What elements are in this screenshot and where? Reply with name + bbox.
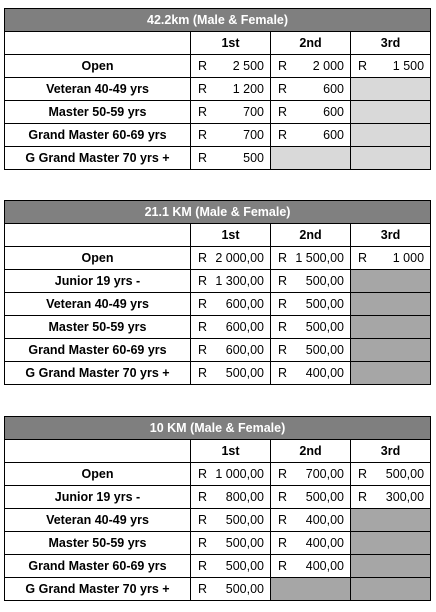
- prize-amount: 1 500: [392, 59, 425, 73]
- prize-cell: [271, 316, 351, 339]
- empty-prize-cell: [351, 101, 431, 124]
- prize-amount: 500,00: [225, 559, 264, 573]
- currency-symbol: R: [278, 467, 288, 481]
- category-label: Open: [5, 463, 191, 486]
- table-row: [5, 147, 431, 170]
- prize-table-21km: [4, 200, 431, 385]
- prize-amount: 1 300,00: [215, 274, 264, 288]
- currency-symbol: R: [278, 274, 288, 288]
- prize-cell: [191, 532, 271, 555]
- prize-cell: [271, 247, 351, 270]
- empty-prize-cell: [351, 316, 431, 339]
- table-title: 21.1 KM (Male & Female): [5, 201, 431, 224]
- prize-cell: [191, 486, 271, 509]
- table-row: [5, 101, 431, 124]
- prize-cell: [191, 124, 271, 147]
- table-row: [5, 578, 431, 601]
- prize-cell: [191, 463, 271, 486]
- prize-amount: 2 000: [312, 59, 344, 73]
- category-label: Veteran 40-49 yrs: [5, 509, 191, 532]
- prize-table-42km: [4, 8, 431, 170]
- currency-symbol: R: [198, 105, 208, 119]
- category-label: Junior 19 yrs -: [5, 486, 191, 509]
- prize-amount: 600,00: [225, 320, 264, 334]
- prize-cell: [191, 247, 271, 270]
- currency-symbol: R: [278, 82, 288, 96]
- header-1st: 1st: [191, 440, 271, 463]
- prize-cell: [271, 124, 351, 147]
- currency-symbol: R: [278, 59, 288, 73]
- prize-amount: 1 500,00: [295, 251, 344, 265]
- currency-symbol: R: [278, 513, 288, 527]
- prize-cell: [271, 339, 351, 362]
- category-label: Grand Master 60-69 yrs: [5, 124, 191, 147]
- empty-prize-cell: [351, 124, 431, 147]
- currency-symbol: R: [278, 128, 288, 142]
- prize-amount: 300,00: [385, 490, 425, 504]
- table-row: [5, 316, 431, 339]
- table-row: [5, 247, 431, 270]
- empty-prize-cell: [351, 339, 431, 362]
- prize-amount: 1 000,00: [215, 467, 264, 481]
- category-label: Veteran 40-49 yrs: [5, 293, 191, 316]
- empty-prize-cell: [351, 362, 431, 385]
- table-row: [5, 293, 431, 316]
- header-blank-cell: [5, 32, 191, 55]
- table-row: [5, 509, 431, 532]
- table-row: [5, 463, 431, 486]
- prize-amount: 500,00: [225, 582, 264, 596]
- prize-amount: 700,00: [305, 467, 344, 481]
- prize-amount: 600: [323, 82, 344, 96]
- table-title: 42.2km (Male & Female): [5, 9, 431, 32]
- currency-symbol: R: [278, 297, 288, 311]
- table-title: 10 KM (Male & Female): [5, 417, 431, 440]
- prize-cell: [271, 270, 351, 293]
- empty-prize-cell: [351, 509, 431, 532]
- currency-symbol: R: [278, 559, 288, 573]
- category-label: Master 50-59 yrs: [5, 532, 191, 555]
- prize-amount: 500,00: [305, 490, 344, 504]
- prize-cell: [271, 78, 351, 101]
- prize-cell: [271, 486, 351, 509]
- category-label: Master 50-59 yrs: [5, 316, 191, 339]
- prize-amount: 600: [323, 128, 344, 142]
- currency-symbol: R: [278, 105, 288, 119]
- currency-symbol: R: [278, 490, 288, 504]
- empty-prize-cell: [351, 532, 431, 555]
- empty-prize-cell: [351, 578, 431, 601]
- header-3rd: 3rd: [351, 440, 431, 463]
- table-row: [5, 55, 431, 78]
- currency-symbol: R: [198, 343, 208, 357]
- category-label: G Grand Master 70 yrs +: [5, 578, 191, 601]
- table-row: [5, 339, 431, 362]
- currency-symbol: R: [278, 366, 288, 380]
- prize-amount: 500,00: [305, 274, 344, 288]
- prize-table-10km: [4, 416, 431, 601]
- empty-prize-cell: [351, 147, 431, 170]
- prize-amount: 400,00: [305, 366, 344, 380]
- category-label: Open: [5, 55, 191, 78]
- prize-amount: 500,00: [305, 297, 344, 311]
- prize-amount: 2 000,00: [215, 251, 264, 265]
- currency-symbol: R: [198, 297, 208, 311]
- empty-prize-cell: [351, 293, 431, 316]
- prize-amount: 500,00: [225, 366, 264, 380]
- currency-symbol: R: [198, 82, 208, 96]
- prize-cell: [351, 55, 431, 78]
- prize-cell: [271, 55, 351, 78]
- table-row: [5, 270, 431, 293]
- currency-symbol: R: [278, 251, 288, 265]
- prize-cell: [191, 78, 271, 101]
- category-label: G Grand Master 70 yrs +: [5, 147, 191, 170]
- currency-symbol: R: [198, 128, 208, 142]
- currency-symbol: R: [198, 513, 208, 527]
- category-label: Master 50-59 yrs: [5, 101, 191, 124]
- currency-symbol: R: [198, 59, 208, 73]
- currency-symbol: R: [198, 467, 208, 481]
- prize-amount: 800,00: [225, 490, 264, 504]
- currency-symbol: R: [198, 536, 208, 550]
- prize-amount: 400,00: [305, 536, 344, 550]
- prize-cell: [271, 463, 351, 486]
- prize-cell: [271, 509, 351, 532]
- header-blank-cell: [5, 440, 191, 463]
- header-3rd: 3rd: [351, 224, 431, 247]
- prize-cell: [191, 270, 271, 293]
- empty-prize-cell: [351, 78, 431, 101]
- empty-prize-cell: [351, 555, 431, 578]
- currency-symbol: R: [278, 536, 288, 550]
- prize-cell: [191, 509, 271, 532]
- header-3rd: 3rd: [351, 32, 431, 55]
- currency-symbol: R: [198, 251, 208, 265]
- prize-amount: 400,00: [305, 559, 344, 573]
- empty-prize-cell: [271, 147, 351, 170]
- category-label: G Grand Master 70 yrs +: [5, 362, 191, 385]
- header-blank-cell: [5, 224, 191, 247]
- category-label: Grand Master 60-69 yrs: [5, 339, 191, 362]
- table-row: [5, 555, 431, 578]
- table-row: [5, 362, 431, 385]
- currency-symbol: R: [278, 343, 288, 357]
- currency-symbol: R: [278, 320, 288, 334]
- currency-symbol: R: [198, 582, 208, 596]
- currency-symbol: R: [198, 366, 208, 380]
- table-row: [5, 532, 431, 555]
- prize-cell: [191, 55, 271, 78]
- prize-cell: [191, 293, 271, 316]
- prize-cell: [271, 555, 351, 578]
- prize-cell: [191, 578, 271, 601]
- currency-symbol: R: [358, 467, 368, 481]
- prize-amount: 500,00: [305, 320, 344, 334]
- prize-cell: [271, 532, 351, 555]
- header-1st: 1st: [191, 224, 271, 247]
- category-label: Veteran 40-49 yrs: [5, 78, 191, 101]
- prize-cell: [191, 555, 271, 578]
- currency-symbol: R: [358, 490, 368, 504]
- empty-prize-cell: [271, 578, 351, 601]
- header-2nd: 2nd: [271, 224, 351, 247]
- prize-cell: [191, 339, 271, 362]
- currency-symbol: R: [198, 559, 208, 573]
- prize-cell: [351, 247, 431, 270]
- table-row: [5, 124, 431, 147]
- prize-amount: 500: [243, 151, 264, 165]
- currency-symbol: R: [358, 251, 368, 265]
- prize-amount: 2 500: [232, 59, 264, 73]
- prize-amount: 1 200: [232, 82, 264, 96]
- category-label: Grand Master 60-69 yrs: [5, 555, 191, 578]
- prize-cell: [191, 362, 271, 385]
- prize-cell: [271, 293, 351, 316]
- prize-amount: 700: [243, 128, 264, 142]
- prize-amount: 1 000: [392, 251, 425, 265]
- currency-symbol: R: [358, 59, 368, 73]
- prize-amount: 600,00: [225, 343, 264, 357]
- prize-cell: [351, 463, 431, 486]
- prize-cell: [271, 362, 351, 385]
- prize-amount: 500,00: [225, 513, 264, 527]
- header-2nd: 2nd: [271, 440, 351, 463]
- prize-amount: 600: [323, 105, 344, 119]
- prize-cell: [191, 316, 271, 339]
- prize-cell: [191, 147, 271, 170]
- table-row: [5, 78, 431, 101]
- prize-amount: 500,00: [305, 343, 344, 357]
- prize-cell: [351, 486, 431, 509]
- prize-amount: 400,00: [305, 513, 344, 527]
- currency-symbol: R: [198, 274, 208, 288]
- category-label: Open: [5, 247, 191, 270]
- prize-amount: 500,00: [225, 536, 264, 550]
- prize-cell: [271, 101, 351, 124]
- prize-cell: [191, 101, 271, 124]
- header-2nd: 2nd: [271, 32, 351, 55]
- category-label: Junior 19 yrs -: [5, 270, 191, 293]
- prize-amount: 500,00: [385, 467, 425, 481]
- prize-amount: 700: [243, 105, 264, 119]
- table-row: [5, 486, 431, 509]
- currency-symbol: R: [198, 490, 208, 504]
- prize-amount: 600,00: [225, 297, 264, 311]
- currency-symbol: R: [198, 151, 208, 165]
- header-1st: 1st: [191, 32, 271, 55]
- empty-prize-cell: [351, 270, 431, 293]
- currency-symbol: R: [198, 320, 208, 334]
